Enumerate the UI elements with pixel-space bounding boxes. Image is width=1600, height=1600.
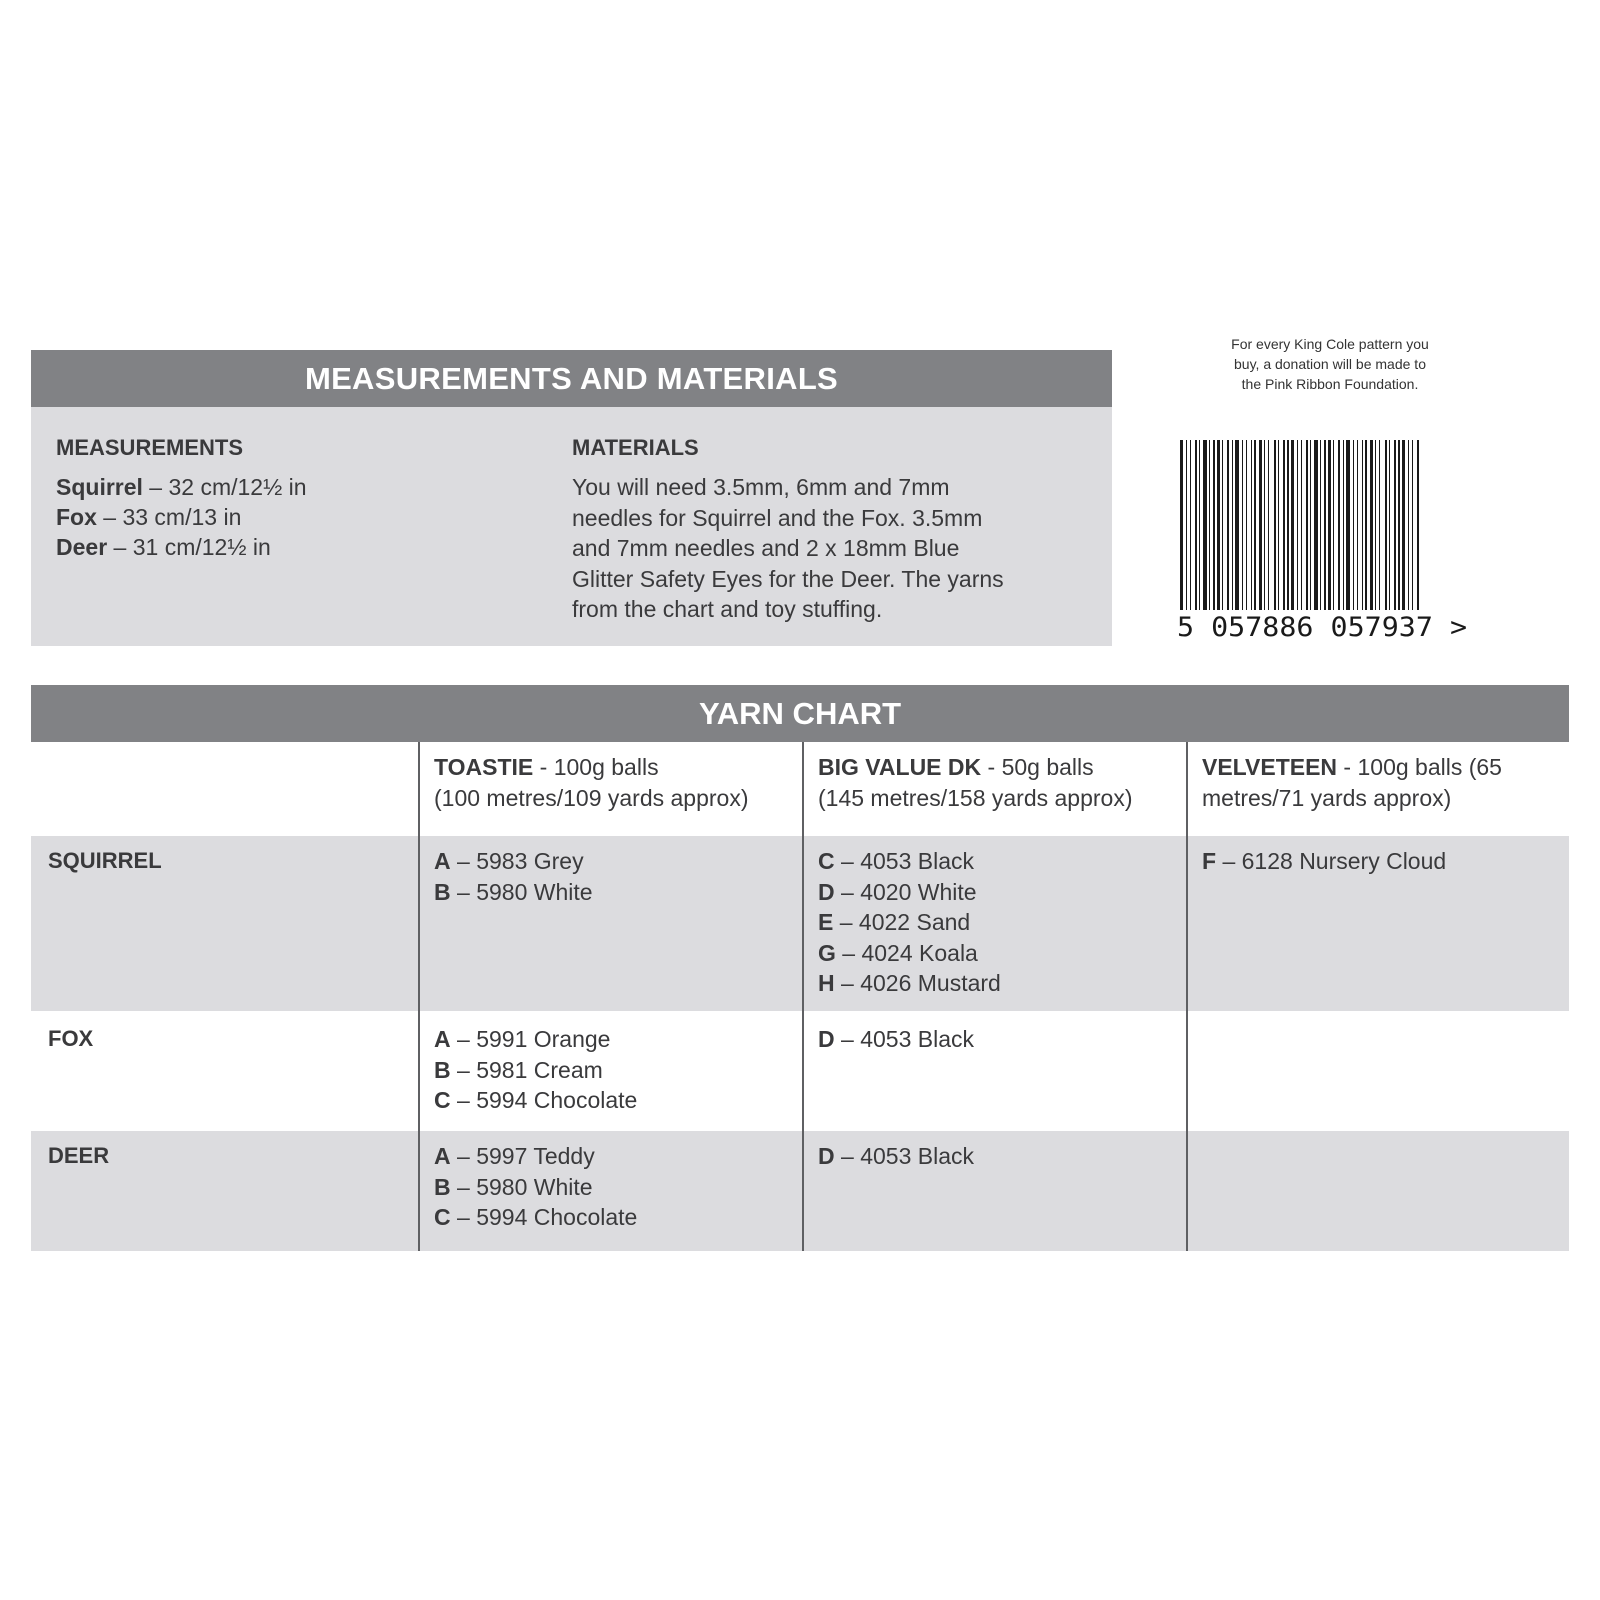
materials-text: You will need 3.5mm, 6mm and 7mm needles for Squirrel and the Fox. 3.5mm and 7mm needles and 2 x 18mm Blue Glitter Safety Eyes for the Deer. The yarns from the chart and toy stuffing. (572, 474, 1004, 622)
barcode-bar (1235, 440, 1239, 610)
table-cell (418, 1131, 802, 1251)
materials-title: MATERIALS (572, 435, 699, 460)
measurements-section (56, 435, 516, 562)
table-row (31, 1011, 1569, 1131)
yarn-chart-title: YARN CHART (31, 685, 1569, 742)
yarn-entry: B – 5981 Cream (434, 1056, 603, 1083)
header-empty-cell (31, 742, 418, 836)
barcode-bar (1232, 440, 1233, 610)
barcode-bar (1343, 440, 1344, 610)
barcode-bar (1324, 440, 1326, 610)
yarn-entry: D – 4053 Black (818, 1143, 974, 1169)
yarn-column-header: VELVETEEN - 100g balls (65 metres/71 yards approx) (1186, 742, 1569, 836)
barcode-bar (1209, 440, 1210, 610)
barcode-bar (1264, 440, 1265, 610)
barcode-bar (1259, 440, 1262, 610)
row-label: DEER (48, 1143, 110, 1168)
barcode-bar (1402, 440, 1405, 610)
measurement-deer: Deer – 31 cm/12½ in (56, 534, 271, 560)
barcode-bar (1213, 440, 1215, 610)
barcode-bar (1408, 440, 1409, 610)
barcode (1175, 440, 1480, 640)
yarn-entry: E – 4022 Sand (818, 909, 971, 935)
table-cell (802, 836, 1186, 1011)
table-cell (1186, 1131, 1569, 1251)
yarn-chart-table (31, 742, 1569, 1251)
measurements-materials-title: MEASUREMENTS AND MATERIALS (31, 350, 1112, 407)
barcode-bar (1199, 440, 1200, 610)
materials-section (572, 435, 1082, 625)
barcode-bar (1195, 440, 1197, 610)
barcode-bar (1394, 440, 1396, 610)
yarn-entry: G – 4024 Koala (818, 939, 978, 966)
barcode-bar (1353, 440, 1354, 610)
yarn-entry: C – 4053 Black (818, 848, 974, 874)
barcode-bar (1314, 440, 1318, 610)
barcode-bar (1379, 440, 1380, 610)
barcode-bar (1306, 440, 1308, 610)
yarn-entry: A – 5997 Teddy (434, 1143, 595, 1169)
barcode-bar (1412, 440, 1413, 610)
barcode-bar (1346, 440, 1350, 610)
barcode-bar (1186, 440, 1187, 610)
barcode-bar (1375, 440, 1376, 610)
yarn-entry: C – 5994 Chocolate (434, 1087, 638, 1113)
barcode-bar (1362, 440, 1363, 610)
yarn-entry: D – 4020 White (818, 878, 977, 905)
yarn-entry: H – 4026 Mustard (818, 970, 1001, 996)
barcode-bar (1328, 440, 1331, 610)
barcode-bar (1254, 440, 1256, 610)
barcode-bar (1268, 440, 1269, 610)
yarn-entry: B – 5980 White (434, 878, 593, 905)
barcode-bar (1287, 440, 1289, 610)
table-cell (1186, 836, 1569, 1011)
barcode-bar (1417, 440, 1419, 610)
barcode-bar (1222, 440, 1223, 610)
barcode-bar (1180, 440, 1183, 610)
measurements-title: MEASUREMENTS (56, 435, 244, 460)
table-cell (418, 1011, 802, 1131)
barcode-bar (1389, 440, 1390, 610)
barcode-bar (1333, 440, 1334, 610)
barcode-bar (1203, 440, 1207, 610)
measurements-materials-panel (31, 350, 1112, 646)
barcode-bar (1398, 440, 1400, 610)
barcode-bar (1251, 440, 1252, 610)
yarn-entry: F – 6128 Nursery Cloud (1202, 848, 1447, 874)
barcode-bar (1338, 440, 1340, 610)
measurement-squirrel: Squirrel – 32 cm/12½ in (56, 474, 307, 500)
barcode-bar (1242, 440, 1243, 610)
barcode-bar (1246, 440, 1247, 610)
barcode-bar (1291, 440, 1294, 610)
barcode-bar (1301, 440, 1302, 610)
barcode-digits: 5 057886 057937 > (1177, 612, 1467, 640)
barcode-bar (1274, 440, 1276, 610)
yarn-entry: C – 5994 Chocolate (434, 1204, 638, 1230)
yarn-column-header: BIG VALUE DK - 50g balls (145 metres/158 yards approx) (802, 742, 1186, 836)
barcode-bar (1227, 440, 1229, 610)
yarn-entry: A – 5991 Orange (434, 1026, 611, 1052)
yarn-entry: D – 4053 Black (818, 1026, 974, 1052)
yarn-entry: B – 5980 White (434, 1173, 593, 1200)
yarn-column-header: TOASTIE - 100g balls (100 metres/109 yards approx) (418, 742, 802, 836)
barcode-bar (1310, 440, 1311, 610)
measurement-fox: Fox – 33 cm/13 in (56, 504, 242, 530)
barcode-bar (1357, 440, 1358, 610)
table-row (31, 1131, 1569, 1251)
donation-note: For every King Cole pattern you buy, a donation will be made to the Pink Ribbon Foundation. (1231, 336, 1429, 392)
barcode-bar (1297, 440, 1298, 610)
table-cell (802, 1131, 1186, 1251)
yarn-chart-header-row (31, 742, 1569, 836)
barcode-bar (1370, 440, 1373, 610)
table-row (31, 836, 1569, 1011)
table-cell (802, 1011, 1186, 1131)
barcode-bar (1283, 440, 1285, 610)
barcode-bar (1190, 440, 1191, 610)
table-cell (418, 836, 802, 1011)
row-label: FOX (48, 1026, 94, 1051)
row-label: SQUIRREL (48, 848, 162, 873)
barcode-bar (1385, 440, 1387, 610)
barcode-bar (1278, 440, 1279, 610)
yarn-entry: A – 5983 Grey (434, 848, 584, 874)
barcode-bar (1217, 440, 1220, 610)
barcode-bar (1320, 440, 1321, 610)
barcode-bar (1365, 440, 1367, 610)
table-cell (1186, 1011, 1569, 1131)
